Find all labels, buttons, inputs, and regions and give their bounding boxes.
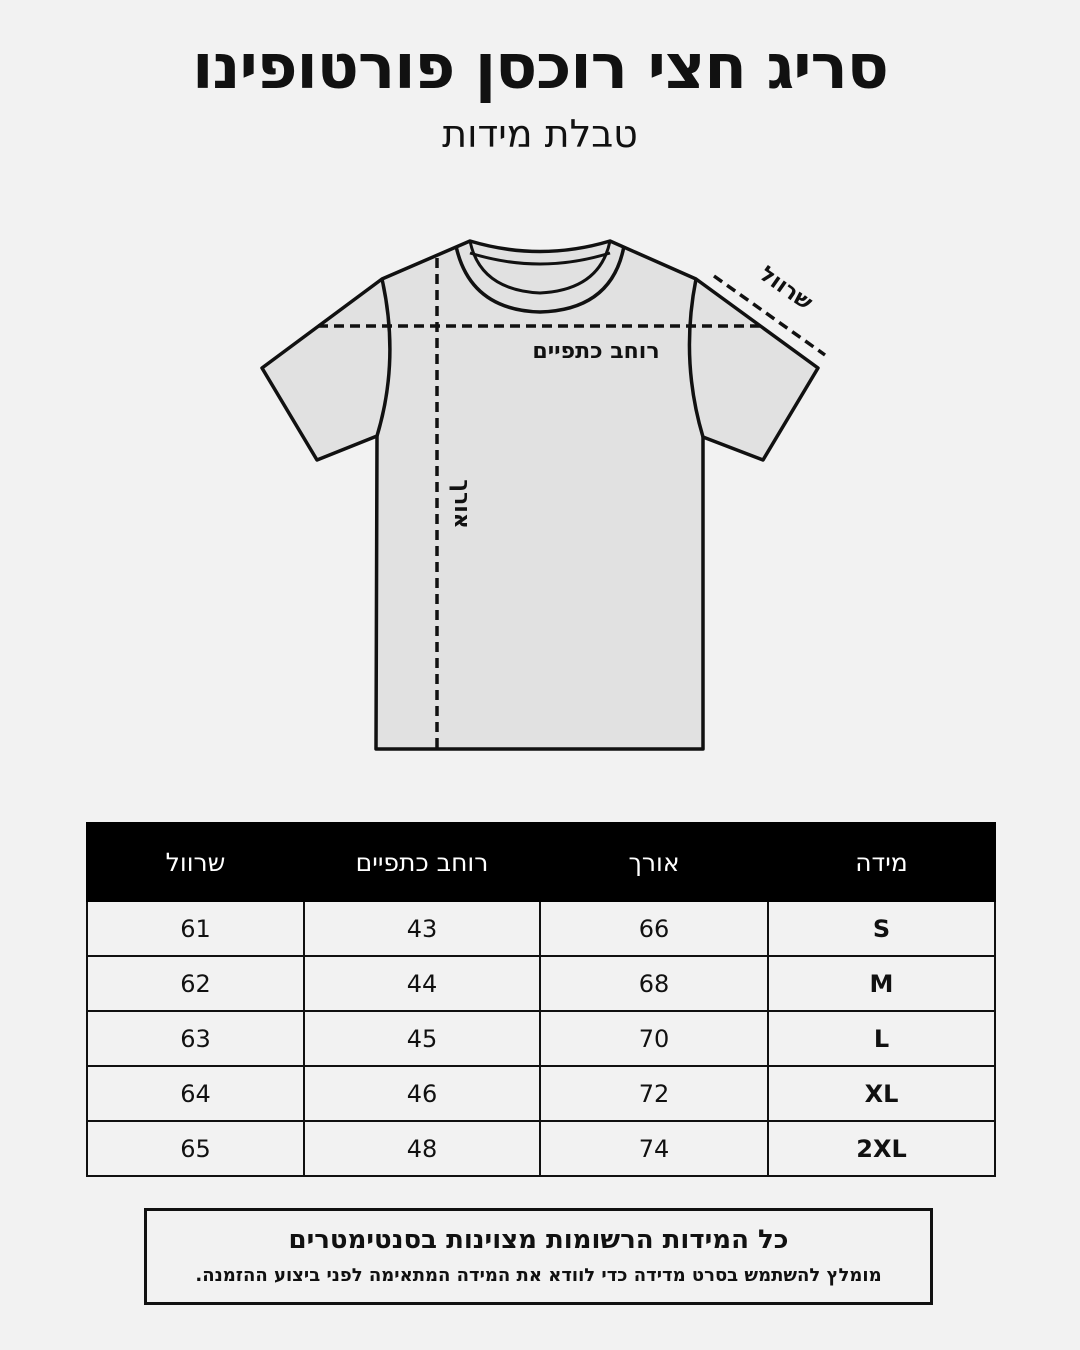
sleeve-cell: 65 [87,1121,304,1176]
table-row [87,1121,995,1176]
length-cell: 68 [540,956,768,1011]
note-body: מומלץ להשתמש בסרט מדידה כדי לוודא את המידה המתאימה לפני ביצוע ההזמנה. [195,1265,882,1286]
length-cell: 70 [540,1011,768,1066]
size-cell: XL [768,1066,995,1121]
size-table [86,822,996,1177]
shoulder-cell: 45 [304,1011,540,1066]
measurement-note [144,1208,933,1305]
shoulder-label: רוחב כתפיים [532,339,660,364]
note-title: כל המידות הרשומות מצוינות בסנטימטרים [288,1225,789,1255]
shoulder-cell: 43 [304,901,540,956]
table-header-row [87,823,995,901]
size-cell: L [768,1011,995,1066]
sleeve-cell: 63 [87,1011,304,1066]
size-cell: 2XL [768,1121,995,1176]
length-cell: 66 [540,901,768,956]
tshirt-outline [262,241,818,749]
table-row [87,956,995,1011]
sleeve-cell: 64 [87,1066,304,1121]
page-subtitle: טבלת מידות [442,112,638,156]
table-row [87,1066,995,1121]
tshirt-diagram [240,225,840,765]
table-row [87,1011,995,1066]
shoulder-cell: 48 [304,1121,540,1176]
table-row [87,901,995,956]
sleeve-label: שרוול [754,261,817,316]
size-cell: M [768,956,995,1011]
length-label: אורך [449,479,474,529]
tshirt-illustration [240,225,840,765]
header-shoulder: רוחב כתפיים [304,823,540,901]
header-size: מידה [768,823,995,901]
sleeve-cell: 61 [87,901,304,956]
shoulder-cell: 46 [304,1066,540,1121]
length-cell: 74 [540,1121,768,1176]
header-length: אורך [540,823,768,901]
header-sleeve: שרוול [87,823,304,901]
size-cell: S [768,901,995,956]
shoulder-cell: 44 [304,956,540,1011]
sleeve-cell: 62 [87,956,304,1011]
page-title: סריג חצי רוכסן פורטופינו [192,30,888,103]
length-cell: 72 [540,1066,768,1121]
